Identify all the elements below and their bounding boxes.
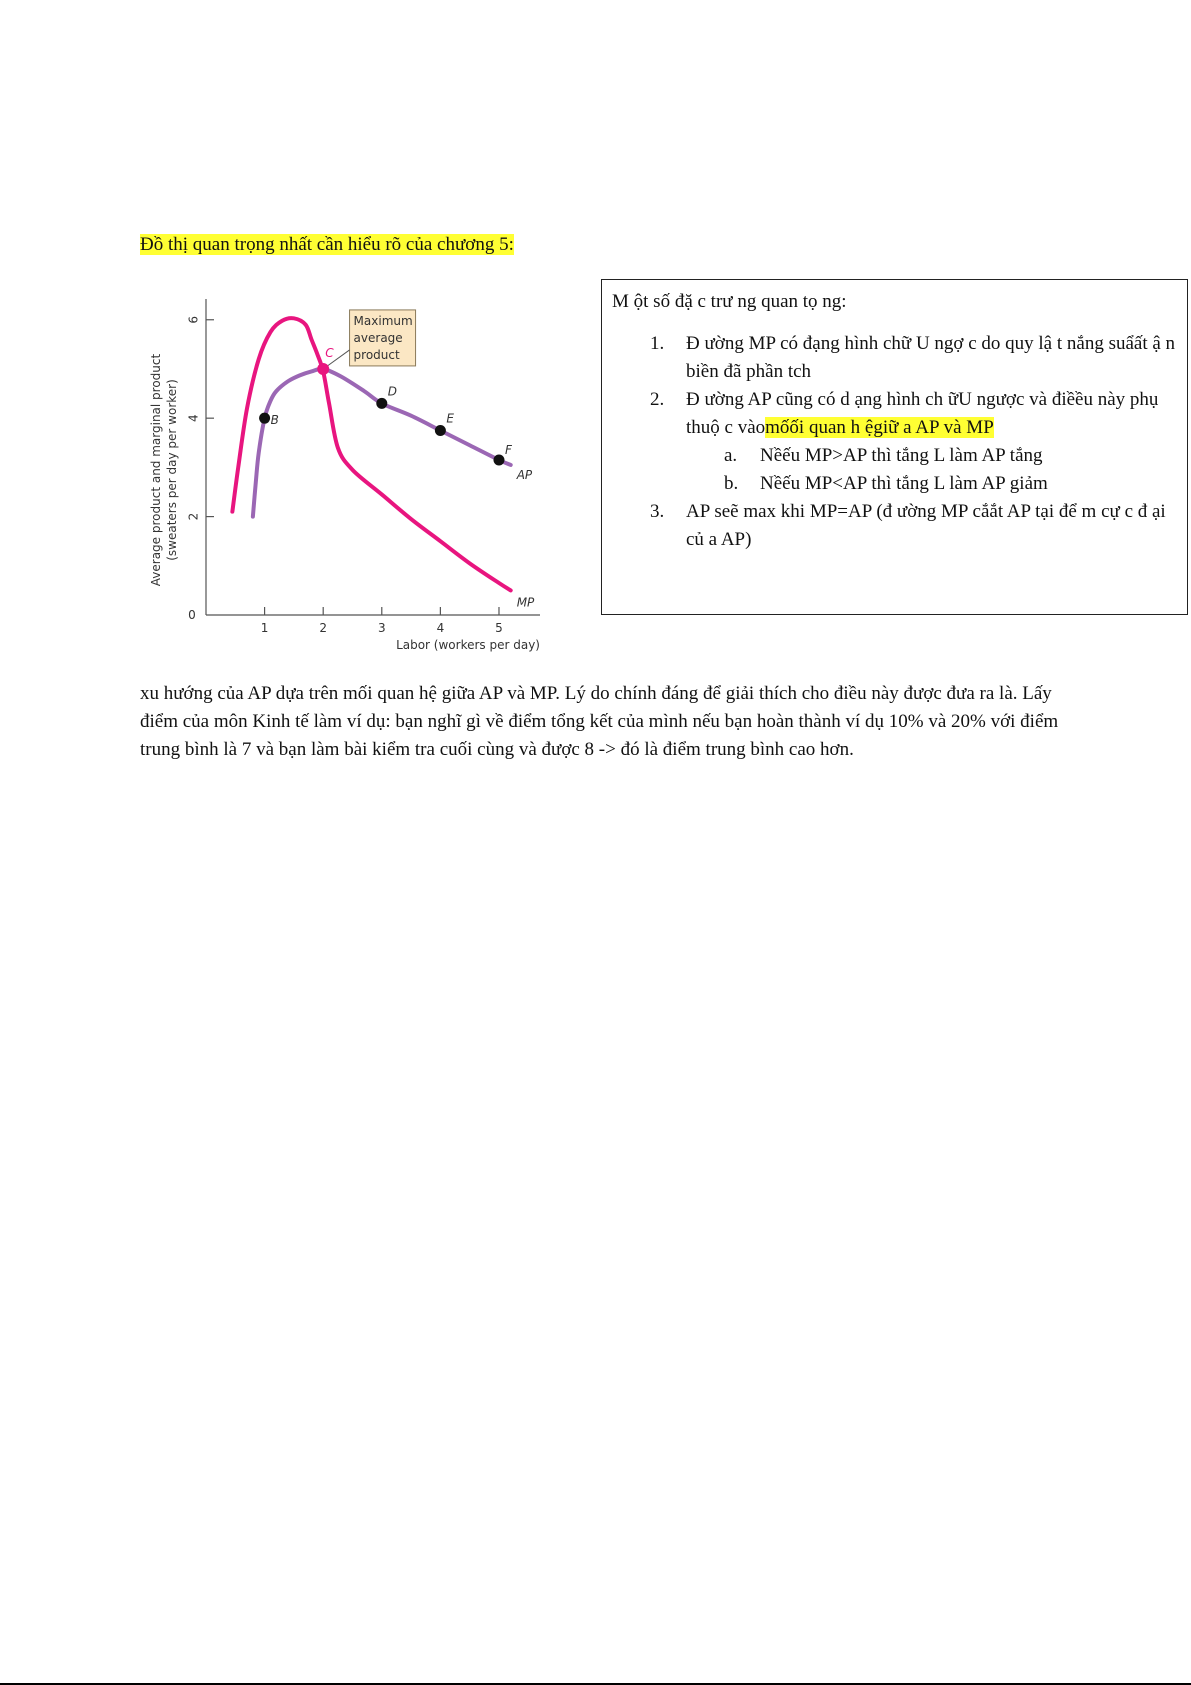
subitem-text: Nềếu MP<AP thì tắng L làm AP giảm (760, 473, 1048, 494)
x-tick-label: 2 (319, 621, 328, 635)
point-e-label: E (446, 411, 454, 426)
series-ap-label: AP (516, 467, 533, 482)
point-e (435, 425, 446, 436)
notes-subitem-a (724, 442, 1180, 470)
point-d (376, 398, 387, 409)
notes-box (601, 279, 1188, 615)
notes-title: M ột số đặ c trư ng quan tọ ng: (612, 291, 847, 312)
chart-svg (140, 285, 560, 665)
item-highlight: mốối quan h ệgiữ a AP và MP (765, 417, 994, 438)
subitem-text: Nềếu MP>AP thì tắng L làm AP tắng (760, 445, 1043, 466)
annotation-line: Maximum (353, 313, 413, 328)
x-axis-label: Labor (workers per day) (396, 638, 540, 652)
point-f (493, 455, 504, 466)
item-number: 3. (650, 501, 665, 522)
notes-subitem-b (724, 470, 1180, 498)
point-d-label: D (387, 384, 398, 399)
x-tick-label: 1 (260, 621, 269, 635)
notes-item-2 (650, 386, 1180, 498)
y-axis-label-units: (sweaters per day per worker) (165, 379, 179, 561)
item-text: AP seẽ max khi MP=AP (đ ường MP cắắt AP tại để m cự c đ ại củ a AP) (686, 501, 1166, 550)
notes-list (650, 330, 1180, 554)
point-b (259, 413, 270, 424)
ap-mp-chart (140, 285, 560, 665)
item-number: 2. (650, 389, 665, 410)
notes-item-1 (650, 330, 1180, 386)
subitem-number: b. (724, 473, 739, 494)
y-tick-label: 4 (186, 414, 201, 422)
annotation-line: product (353, 347, 400, 362)
y-axis-label: Average product and marginal product (149, 353, 163, 587)
heading-text: Đồ thị quan trọng nhất cần hiểu rõ của chương 5: (140, 234, 514, 255)
subitem-number: a. (724, 445, 738, 466)
y-tick-label: 2 (186, 512, 201, 521)
page-heading (140, 232, 514, 258)
notes-sublist (686, 442, 1180, 498)
x-tick-label: 3 (377, 621, 386, 635)
body-paragraph: xu hướng của AP dựa trên mối quan hệ giữa AP và MP. Lý do chính đáng để giải thích cho điều này được đưa ra là. Lấy điểm của môn Kinh tế làm ví dụ: bạn nghĩ gì về điểm tổng kết của mình nếu bạn hoàn thành ví dụ 10% và 20% với điểm trung bình là 7 và bạn làm bài kiểm tra cuối cùng và được 8 -> đó là điểm trung bình cao hơn. (140, 683, 1059, 760)
item-text: Đ ường AP cũng có d ạng hình ch ữU ngược và điềều này phụ thuộ c vào (686, 389, 1159, 438)
x-tick-label: 5 (495, 621, 503, 635)
x-tick-label: 4 (436, 621, 445, 635)
point-c-label: C (325, 345, 334, 360)
point-c (317, 363, 329, 375)
y-tick-label: 6 (186, 315, 201, 324)
notes-item-3 (650, 498, 1180, 554)
origin-label: 0 (188, 608, 196, 622)
point-b-label: B (270, 413, 279, 428)
series-mp-label: MP (516, 595, 535, 610)
point-f-label: F (504, 443, 512, 457)
annotation-line: average (353, 330, 403, 345)
item-text: Đ ường MP có đạng hình chữ U ngợ c do quy lậ t nắng suẩất ậ n biền đã phần tch (686, 333, 1176, 382)
item-number: 1. (650, 333, 665, 354)
